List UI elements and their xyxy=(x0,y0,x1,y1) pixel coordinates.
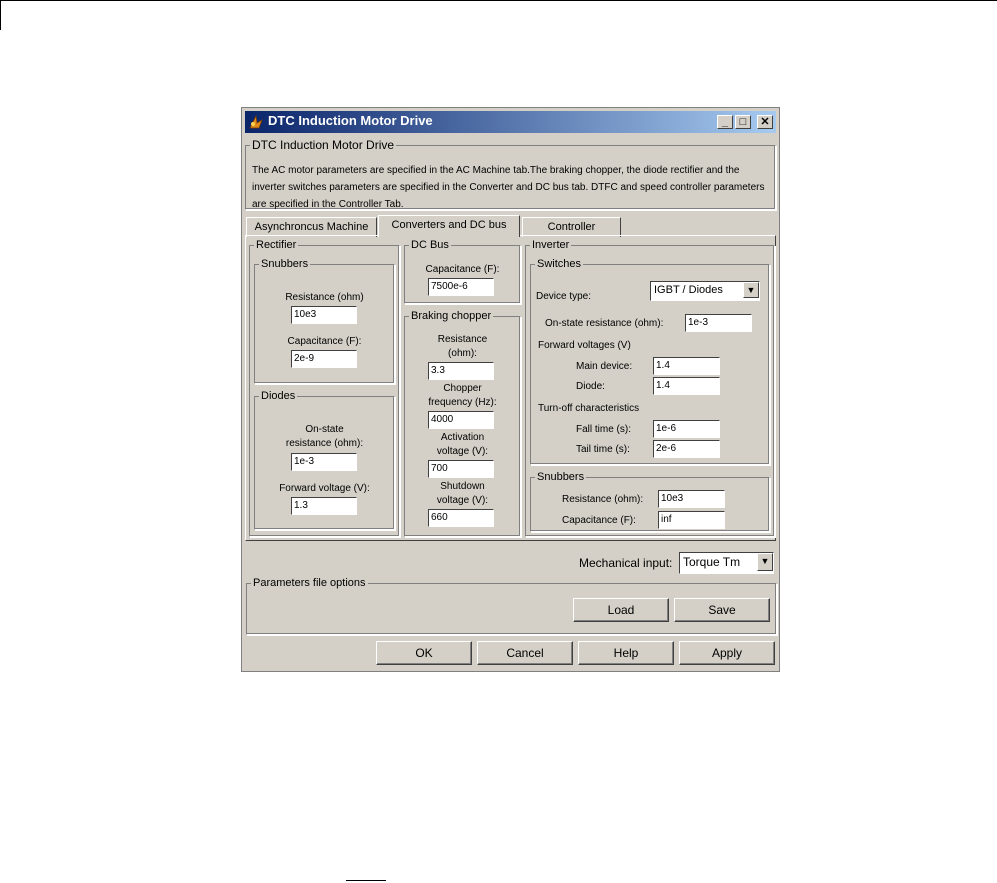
diode-vf-label: Diode: xyxy=(576,381,605,392)
rect-snub-capacitance-label: Capacitance (F): xyxy=(287,336,362,347)
tab-asynchronous-machine[interactable] xyxy=(246,217,377,237)
fall-time-label: Fall time (s): xyxy=(576,424,631,435)
diode-forward-input[interactable]: 1.3 xyxy=(291,497,357,515)
params-file-title: Parameters file options xyxy=(253,577,366,589)
dcbus-capacitance-input[interactable]: 7500e-6 xyxy=(428,278,494,296)
dcbus-capacitance-label: Capacitance (F): xyxy=(425,264,500,275)
maximize-button[interactable]: □ xyxy=(735,115,751,129)
page-underline xyxy=(346,880,386,881)
tab-label: Controller xyxy=(547,221,596,233)
brake-freq-input[interactable]: 4000 xyxy=(428,411,494,429)
mechanical-input-label: Mechanical input: xyxy=(579,556,673,570)
brake-resistance-label-2: (ohm): xyxy=(448,348,477,359)
inverter-title: Inverter xyxy=(532,239,570,251)
brake-resistance-label-1: Resistance xyxy=(437,334,488,345)
apply-button[interactable]: Apply xyxy=(679,641,775,665)
close-button[interactable]: ✕ xyxy=(757,115,773,129)
dialog-window xyxy=(241,107,780,672)
tab-label: Asynchroncus Machine xyxy=(254,221,369,233)
diode-forward-label: Forward voltage (V): xyxy=(279,483,370,494)
brake-activation-input[interactable]: 700 xyxy=(428,460,494,478)
diode-vf-input[interactable]: 1.4 xyxy=(653,377,720,395)
dcbus-title: DC Bus xyxy=(411,239,449,251)
minimize-button[interactable]: _ xyxy=(717,115,733,129)
main-device-input[interactable]: 1.4 xyxy=(653,357,720,375)
chevron-down-icon[interactable]: ▼ xyxy=(743,282,759,298)
brake-shutdown-label-2: voltage (V): xyxy=(436,495,489,506)
inv-snub-capacitance-label: Capacitance (F): xyxy=(562,515,636,526)
ok-button[interactable]: OK xyxy=(376,641,472,665)
inverter-onstate-label: On-state resistance (ohm): xyxy=(545,318,664,329)
simulink-app-icon xyxy=(248,114,264,130)
brake-resistance-input[interactable]: 3.3 xyxy=(428,362,494,380)
inverter-onstate-input[interactable]: 1e-3 xyxy=(685,314,752,332)
tail-time-input[interactable]: 2e-6 xyxy=(653,440,720,458)
rectifier-title: Rectifier xyxy=(256,239,297,251)
inv-snub-resistance-input[interactable]: 10e3 xyxy=(658,490,725,508)
rectifier-snubbers-title: Snubbers xyxy=(261,258,309,270)
diode-onstate-input[interactable]: 1e-3 xyxy=(291,453,357,471)
device-type-value: IGBT / Diodes xyxy=(654,284,723,296)
tail-time-label: Tail time (s): xyxy=(576,444,630,455)
braking-chopper-title: Braking chopper xyxy=(411,310,492,322)
title-bar xyxy=(245,111,776,133)
device-type-select[interactable] xyxy=(650,281,760,301)
page-top-rule xyxy=(0,0,997,1)
inv-snub-capacitance-input[interactable]: inf xyxy=(658,511,725,529)
help-button[interactable]: Help xyxy=(578,641,674,665)
chevron-down-icon[interactable]: ▼ xyxy=(757,553,773,571)
rect-snub-capacitance-input[interactable]: 2e-9 xyxy=(291,350,357,368)
inv-snub-resistance-label: Resistance (ohm): xyxy=(562,494,644,505)
rect-snub-resistance-input[interactable]: 10e3 xyxy=(291,306,357,324)
description-group-title: DTC Induction Motor Drive xyxy=(252,138,395,152)
forward-voltages-label: Forward voltages (V) xyxy=(538,340,631,351)
main-device-label: Main device: xyxy=(576,361,633,372)
brake-shutdown-label-1: Shutdown xyxy=(440,481,485,492)
brake-activation-label-2: voltage (V): xyxy=(436,446,489,457)
tab-controller[interactable] xyxy=(522,217,621,237)
mechanical-input-select[interactable] xyxy=(679,552,774,574)
diode-onstate-label-2: resistance (ohm): xyxy=(285,438,364,449)
device-type-label: Device type: xyxy=(536,291,592,302)
mechanical-input-value: Torque Tm xyxy=(683,555,741,569)
cancel-button[interactable]: Cancel xyxy=(477,641,573,665)
turnoff-label: Turn-off characteristics xyxy=(538,403,640,414)
inverter-snubbers-title: Snubbers xyxy=(537,471,585,483)
window-title: DTC Induction Motor Drive xyxy=(268,113,433,128)
description-text: The AC motor parameters are specified in the AC Machine tab.The braking chopper, the diode rectifier and the inverter switches parameters are specified in the Converter and DC bus tab. DTFC and speed controller parameters are specified in the Controller Tab. xyxy=(252,165,765,210)
brake-freq-label-1: Chopper xyxy=(443,383,482,394)
brake-freq-label-2: frequency (Hz): xyxy=(428,397,497,408)
fall-time-input[interactable]: 1e-6 xyxy=(653,420,720,438)
brake-shutdown-input[interactable]: 660 xyxy=(428,509,494,527)
tab-label: Converters and DC bus xyxy=(391,219,507,231)
rectifier-diodes-title: Diodes xyxy=(261,390,296,402)
load-button[interactable]: Load xyxy=(573,598,669,622)
diode-onstate-label-1: On-state xyxy=(305,424,344,435)
tab-converters-dc-bus[interactable] xyxy=(378,215,520,237)
rect-snub-resistance-label: Resistance (ohm) xyxy=(285,292,364,303)
inverter-switches-title: Switches xyxy=(537,258,582,270)
page-left-rule xyxy=(0,0,1,30)
brake-activation-label-1: Activation xyxy=(440,432,485,443)
save-button[interactable]: Save xyxy=(674,598,770,622)
